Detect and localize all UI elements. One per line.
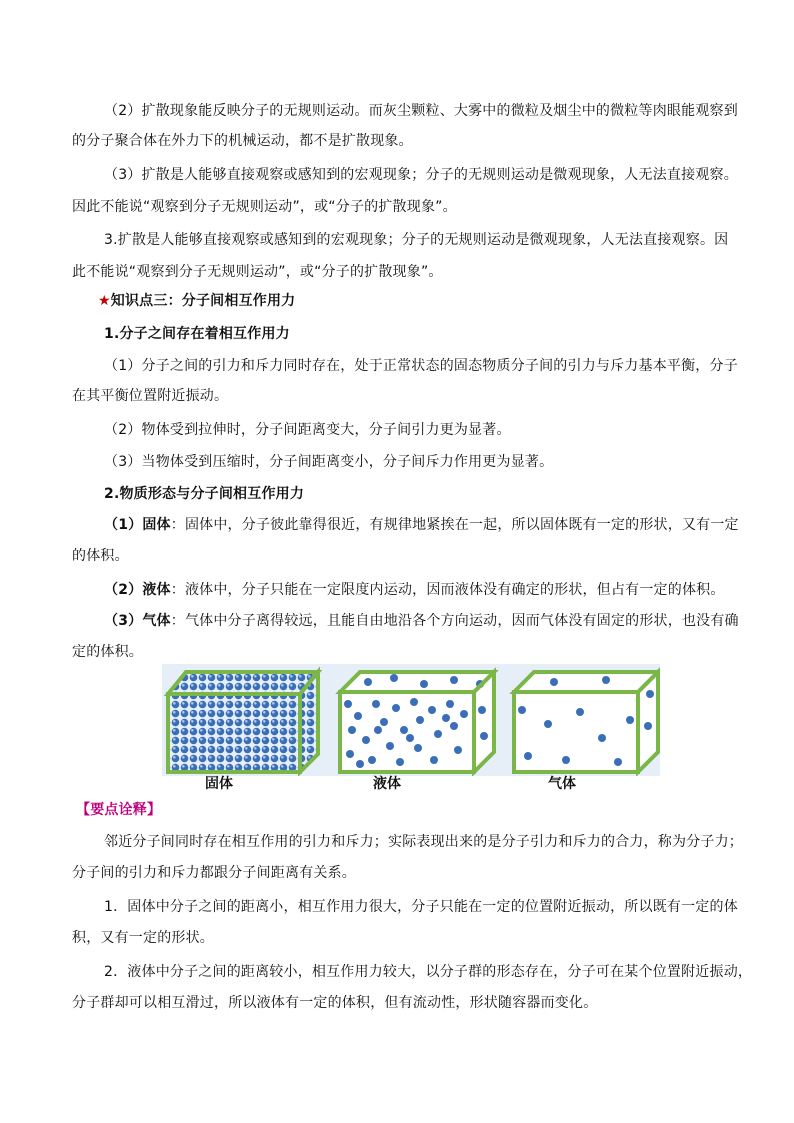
solid-cube <box>168 672 318 772</box>
paragraph-line: 在其平衡位置附近振动。 <box>72 388 229 404</box>
paragraph-line: 分子群却可以相互滑过，所以液体有一定的体积，但有流动性，形状随容器而变化。 <box>72 995 598 1011</box>
subsection-heading: 1.分子之间存在着相互作用力 <box>104 326 290 342</box>
paragraph-line: 1．固体中分子之间的距离小，相互作用力很大，分子只能在一定的位置附近振动，所以既有一定的体 <box>104 899 738 915</box>
term-text: ：气体中分子离得较远，且能自由地沿各个方向运动，因而气体没有固定的形状，也没有确 <box>170 613 739 629</box>
paragraph-line <box>104 605 739 638</box>
paragraph-line: 此不能说“观察到分子无规则运动”，或“分子的扩散现象”。 <box>72 264 443 280</box>
star-icon: ★ <box>98 293 111 309</box>
paragraph-line: 邻近分子间同时存在相互作用的引力和斥力；实际表现出来的是分子引力和斥力的合力，称为分子力； <box>104 834 743 850</box>
liquid-cube <box>340 672 494 772</box>
subsection-heading: 2.物质形态与分子间相互作用力 <box>104 486 305 502</box>
states-of-matter-figure <box>162 664 660 776</box>
paragraph-line: 积，又有一定的形状。 <box>72 930 214 946</box>
paragraph-line: 3.扩散是人能够直接观察或感知到的宏观现象；分子的无规则运动是微观现象，人无法直接观察。因 <box>104 232 729 248</box>
paragraph-line: 因此不能说“观察到分子无规则运动”，或“分子的扩散现象”。 <box>72 199 457 215</box>
paragraph-line: （3）当物体受到压缩时，分子间距离变小，分子间斥力作用更为显著。 <box>104 454 554 470</box>
paragraph-line: （1）分子之间的引力和斥力同时存在，处于正常状态的固态物质分子间的引力与斥力基本平衡，分子 <box>104 358 738 374</box>
gas-cube <box>514 672 658 772</box>
key-points-heading: 【要点诠释】 <box>76 802 162 818</box>
term-label: （3）气体 <box>104 613 171 629</box>
paragraph-line <box>104 574 725 607</box>
paragraph-line: 分子间的引力和斥力都跟分子间距离有关系。 <box>72 865 356 881</box>
paragraph-line <box>104 509 739 542</box>
term-label: （2）液体 <box>104 582 171 598</box>
states-of-matter-illustration <box>162 664 660 776</box>
paragraph-line: （2）物体受到拉伸时，分子间距离变大，分子间引力更为显著。 <box>104 422 511 438</box>
paragraph-line: （2）扩散现象能反映分子的无规则运动。而灰尘颗粒、大雾中的微粒及烟尘中的微粒等肉眼能观察到 <box>104 103 738 119</box>
section-heading-text: 知识点三：分子间相互作用力 <box>110 293 296 309</box>
paragraph-line: 的分子聚合体在外力下的机械运动，都不是扩散现象。 <box>72 133 413 149</box>
paragraph-line: （3）扩散是人能够直接观察或感知到的宏观现象；分子的无规则运动是微观现象，人无法直接观察。 <box>104 167 738 183</box>
term-label: （1）固体 <box>104 517 171 533</box>
term-text: ：液体中，分子只能在一定限度内运动，因而液体没有确定的形状，但占有一定的体积。 <box>170 582 725 598</box>
paragraph-line: 的体积。 <box>72 548 129 564</box>
term-text: ：固体中，分子彼此靠得很近，有规律地紧挨在一起，所以固体既有一定的形状，又有一定 <box>170 517 739 533</box>
figure-caption-gas: 气体 <box>548 776 576 792</box>
paragraph-line: 2．液体中分子之间的距离较小，相互作用力较大，以分子群的形态存在，分子可在某个位置附近振动， <box>104 964 753 980</box>
figure-caption-liquid: 液体 <box>373 776 401 792</box>
figure-caption-solid: 固体 <box>205 776 233 792</box>
section-heading <box>98 285 295 318</box>
paragraph-line: 定的体积。 <box>72 644 143 660</box>
